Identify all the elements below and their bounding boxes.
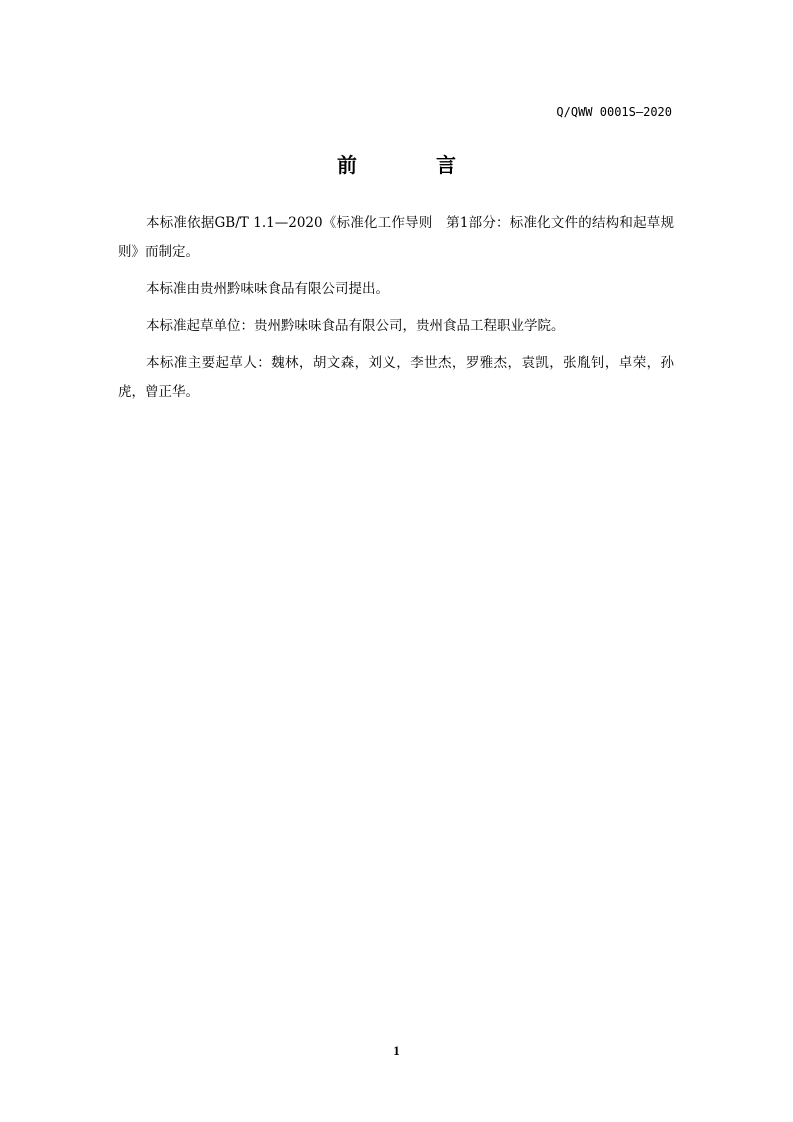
- document-code: Q/QWW 0001S—2020: [556, 105, 672, 119]
- foreword-body: [118, 209, 674, 415]
- paragraph-drafting-units: 本标准起草单位：贵州黔味味食品有限公司，贵州食品工程职业学院。: [146, 318, 565, 334]
- paragraph-basis: 本标准依据GB/T 1.1—2020《标准化工作导则 第1部分：标准化文件的结构和起草规则》而制定。: [118, 215, 674, 260]
- page-number: 1: [393, 1043, 400, 1058]
- paragraph-proposer: 本标准由贵州黔味味食品有限公司提出。: [146, 281, 389, 297]
- page-title: 前 言: [337, 153, 492, 177]
- paragraph-drafters: 本标准主要起草人：魏林，胡文森，刘义，李世杰，罗雅杰，袁凯，张胤钊，卓荣，孙虎，曾正华。: [118, 355, 674, 400]
